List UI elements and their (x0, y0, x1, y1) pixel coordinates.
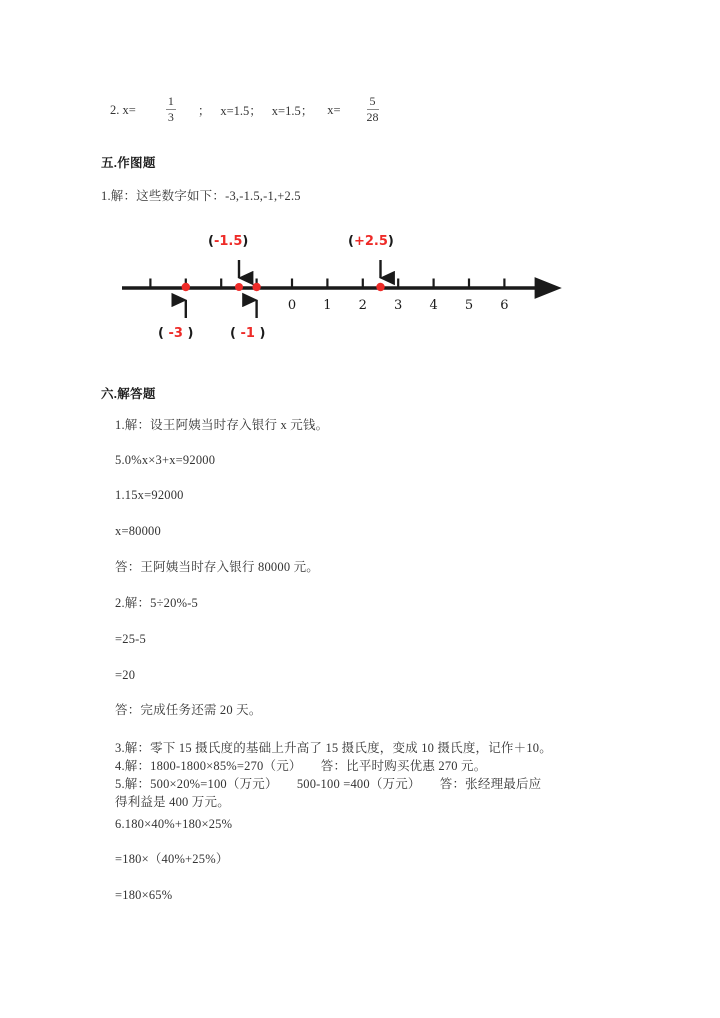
section-six-block-line-4: 得利益是 400 万元。 (115, 795, 230, 809)
answer-item-2: x=1.5； (220, 104, 262, 119)
section-six-line-2: 5.0%x×3+x=92000 (115, 453, 216, 467)
answer-separator-1: ； (197, 104, 211, 119)
numberline-figure (110, 232, 570, 354)
paren-close: ) (182, 326, 194, 341)
callout-label-minus-3 (158, 326, 193, 341)
tick-label-4: 4 (429, 298, 438, 313)
section-six-line-1: 1.解：设王阿姨当时存入银行 x 元钱。 (115, 418, 329, 432)
callout-value: -3 (168, 326, 183, 341)
point-minus-1-5 (235, 283, 243, 291)
point-minus-3 (182, 283, 190, 291)
fraction-numerator: 1 (167, 94, 174, 108)
callout-label-minus-1 (230, 326, 265, 341)
section-six-tail-line-1: =180×（40%+25%） (115, 852, 229, 866)
tick-label-3: 3 (394, 298, 403, 313)
callout-value: +2.5 (353, 234, 388, 249)
section-six-line-3: 1.15x=92000 (115, 488, 184, 502)
section-six-line-4: x=80000 (115, 524, 161, 538)
point-minus-1 (252, 283, 260, 291)
fraction-five-twentyeighths (367, 95, 379, 123)
paren-close: ) (242, 234, 249, 249)
callout-value: -1 (240, 326, 255, 341)
paren-close: ) (254, 326, 266, 341)
section-six-line-8: =20 (115, 668, 136, 682)
fraction-numerator: 5 (367, 95, 379, 110)
answer-item-3: x=1.5； (271, 104, 314, 119)
answer-index: 2. x= (110, 102, 136, 117)
section-six-tail-line-2: =180×65% (115, 888, 173, 902)
callout-value: -1.5 (213, 234, 243, 249)
answer-item-4: x= (327, 102, 341, 117)
section-six-line-6: 2.解：5÷20%-5 (115, 596, 199, 610)
paren-close: ) (387, 234, 394, 249)
paren-open: ( (208, 234, 214, 249)
section-six-block-line-2: 4.解：1800-1800×85%=270（元） 答：比平时购买优惠 270 元。 (115, 759, 487, 773)
tick-label-1: 1 (323, 298, 332, 313)
section-five-item-1: 1.解：这些数字如下：-3,-1.5,-1,+2.5 (101, 189, 301, 203)
fraction-denominator: 28 (366, 109, 379, 124)
tick-label-5: 5 (464, 298, 474, 313)
section-six-block-line-3: 5.解：500×20%=100（万元） 500-100 =400（万元） 答：张经理最后应 (115, 777, 542, 791)
callout-label-plus-2-5 (348, 234, 394, 249)
fraction-one-third (166, 95, 176, 123)
answer-row-2 (110, 96, 379, 124)
callout-label-minus-1-5 (208, 234, 248, 249)
section-six-block-line-5: 6.180×40%+180×25% (115, 817, 233, 831)
section-title-six: 六.解答题 (101, 387, 156, 401)
fraction-denominator: 3 (167, 109, 174, 124)
section-six-line-9: 答：完成任务还需 20 天。 (115, 703, 262, 717)
paren-open: ( (158, 326, 169, 341)
point-plus-2-5 (376, 283, 384, 291)
section-six-line-5: 答：王阿姨当时存入银行 80000 元。 (115, 560, 320, 574)
paren-open: ( (230, 326, 241, 341)
section-title-five: 五.作图题 (101, 156, 156, 170)
section-six-line-7: =25-5 (115, 632, 146, 646)
tick-label-2: 2 (358, 298, 367, 313)
tick-label-0: 0 (287, 298, 297, 313)
tick-label-6: 6 (500, 298, 509, 313)
axis-tick-labels (288, 298, 509, 313)
paren-open: ( (348, 234, 354, 249)
section-six-block-line-1: 3.解：零下 15 摄氏度的基础上升高了 15 摄氏度，变成 10 摄氏度，记作＋10。 (115, 741, 552, 755)
